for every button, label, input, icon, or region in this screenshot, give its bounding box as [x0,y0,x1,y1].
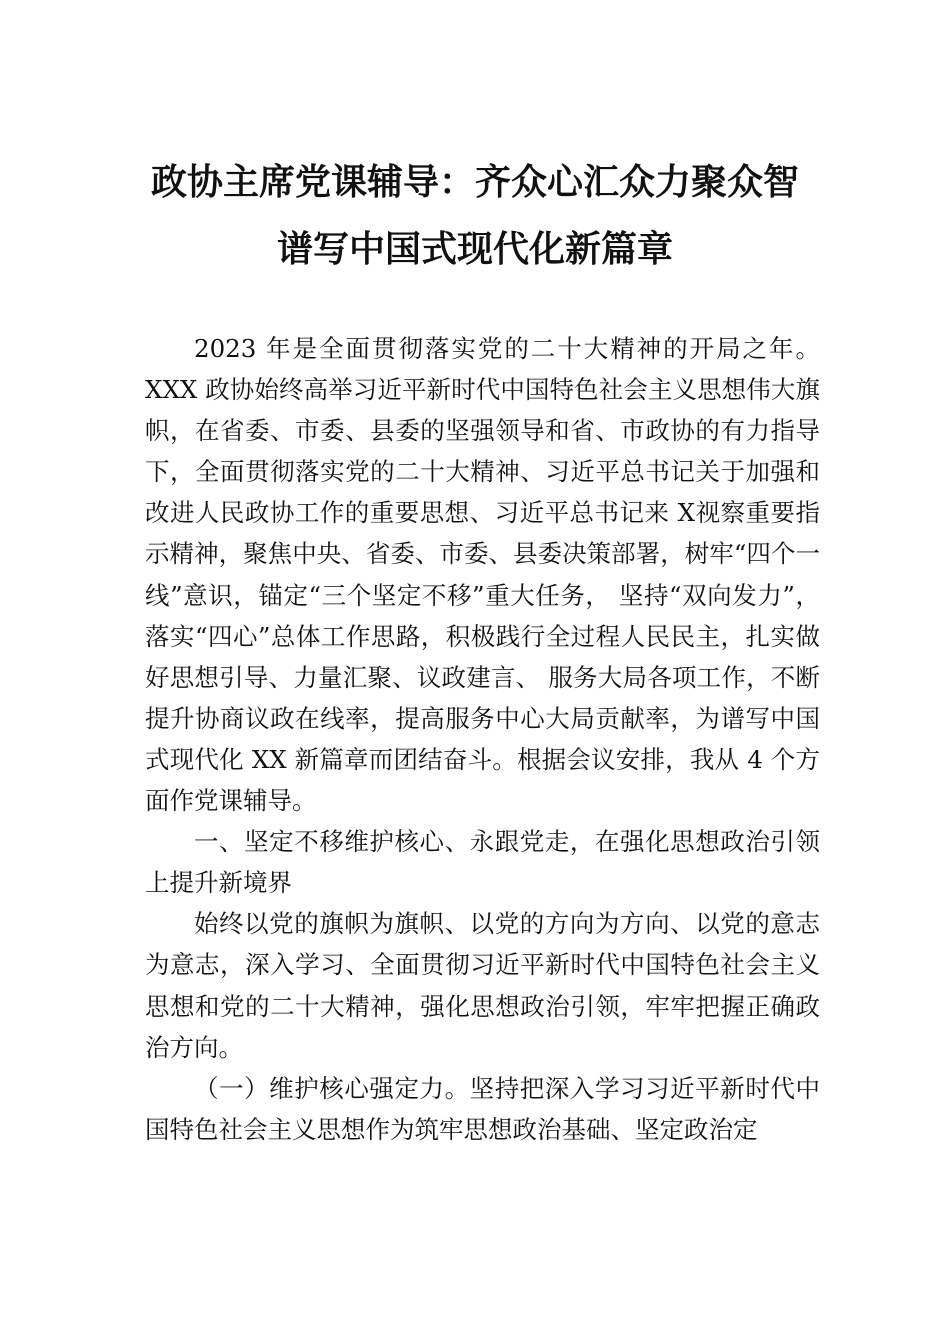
document-body [145,328,820,1150]
paragraph-section-1: 始终以党的旗帜为旗帜、以党的方向为方向、以党的意志为意志，深入学习、全面贯彻习近平新时代中国特色社会主义思想和党的二十大精神，强化思想政治引领，牢牢把握正确政治方向。 [145,909,820,1062]
document-title-line-2: 谱写中国式现代化新篇章 [276,229,673,270]
paragraph-subsection-1: （一）维护核心强定力。坚持把深入学习习近平新时代中国特色社会主义思想作为筑牢思想政治基础、坚定政治定 [145,1073,820,1144]
document-title-line-1: 政协主席党课辅导：齐众心汇众力聚众智 [150,162,799,203]
paragraph-intro: 2023 年是全面贯彻落实党的二十大精神的开局之年。XXX 政协始终高举习近平新时代中国特色社会主义思想伟大旗帜，在省委、市委、县委的坚强领导和省、市政协的有力指导下，全面贯彻落实党的二十大精神、习近平总书记关于加强和改进人民政协工作的重要思想、习近平总书记来 X视察重要指示精神，聚焦中央、省委、市委、县委决策部署，树牢“四个一线”意识，锚定“三个坚定不移”重大任务， 坚持“双向发力”，落实“四心”总体工作思路，积极践行全过程人民民主，扎实做好思想引导、力量汇聚、议政建言、 服务大局各项工作，不断提升协商议政在线率，提高服务中心大局贡献率，为谱写中国式现代化 XX 新篇章而团结奋斗。根据会议安排，我从 4 个方面作党课辅导。 [145,334,820,816]
section-heading-1: 一、坚定不移维护核心、永跟党走，在强化思想政治引领上提升新境界 [145,827,820,898]
